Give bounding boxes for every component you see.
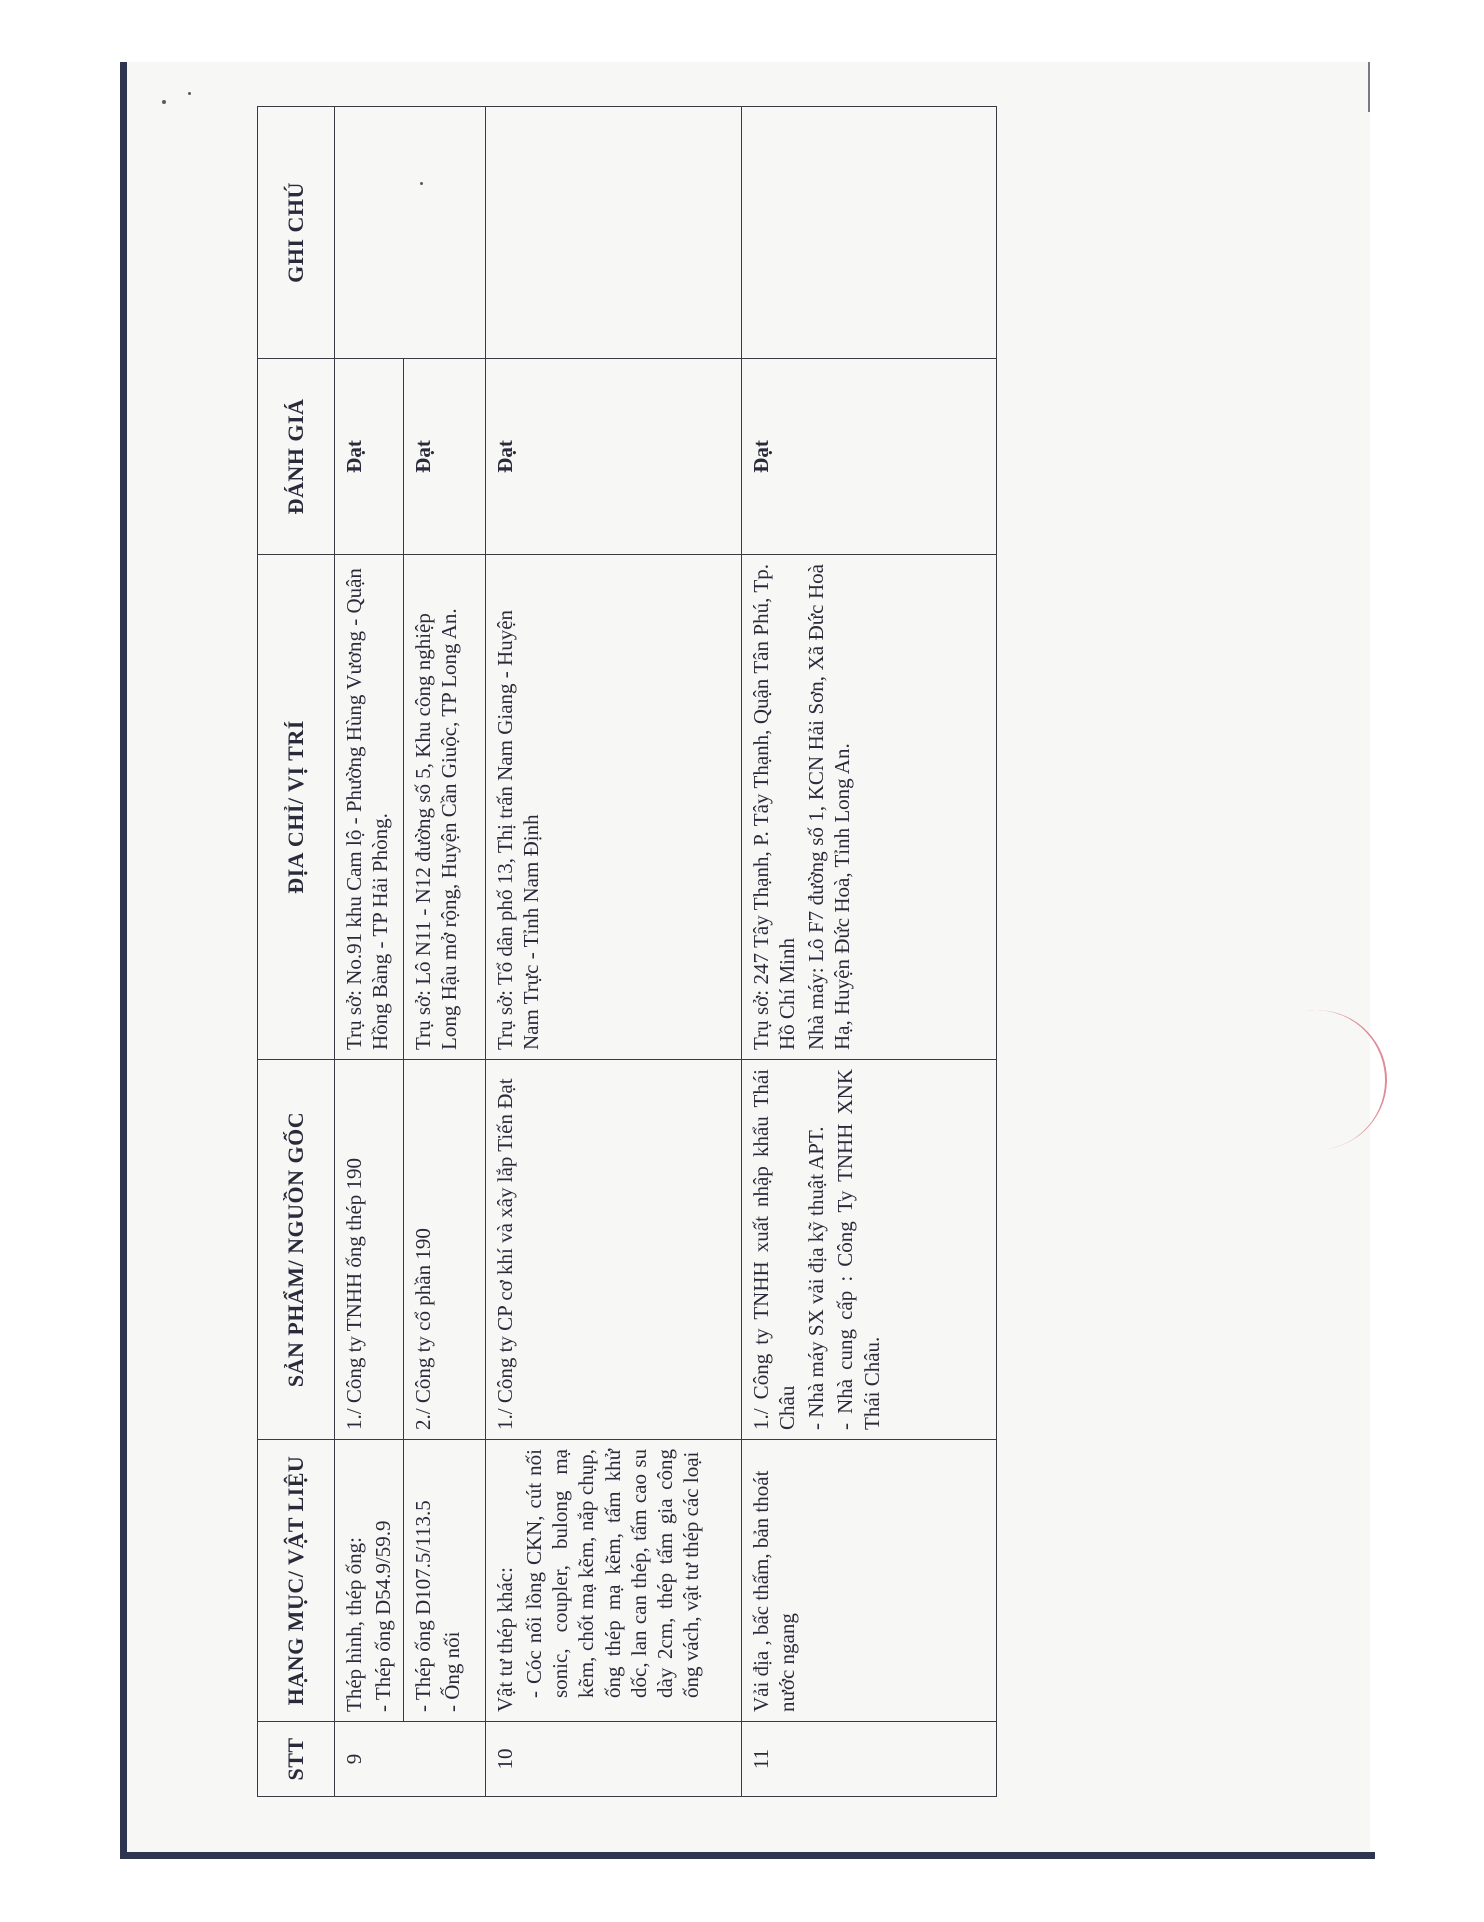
- address-line: Nhà máy: Lô F7 đường số 1, KCN Hải Sơn, Xã Đức Hoà Hạ, Huyện Đức Hoà, Tỉnh Long An.: [804, 564, 855, 1050]
- cell-evaluation: Đạt: [485, 359, 741, 555]
- cell-address: [741, 555, 997, 1060]
- header-item: HẠNG MỤC/ VẬT LIỆU: [258, 1440, 335, 1722]
- cell-evaluation: Đạt: [335, 359, 404, 555]
- item-line: - Cóc nối lồng CKN, cút nối sonic, coupler, bulong mạ kẽm, chốt mạ kẽm, nắp chụp, ống thép mạ kẽm, tấm khử dốc, lan can thép, tấm cao su dày 2cm, thép tấm gia công ống vách, vật tư thép các loại: [521, 1449, 704, 1698]
- header-stt: STT: [258, 1722, 335, 1797]
- item-line: Vật tư thép khác:: [492, 1567, 517, 1712]
- materials-table: [257, 106, 997, 1797]
- header-address: ĐỊA CHỈ/ VỊ TRÍ: [258, 555, 335, 1060]
- table-row: [403, 107, 485, 1797]
- cell-item: [403, 1440, 485, 1722]
- cell-stt: 10: [485, 1722, 741, 1797]
- item-line: - Ống nối: [439, 1631, 464, 1712]
- cell-product: 1./ Công ty TNHH ống thép 190: [335, 1060, 404, 1440]
- cell-address: Trụ sở: No.91 khu Cam lộ - Phường Hùng Vương - Quận Hồng Bàng - TP Hải Phòng.: [335, 555, 404, 1060]
- header-product: SẢN PHẨM/ NGUỒN GỐC: [258, 1060, 335, 1440]
- table-row: [741, 107, 997, 1797]
- item-line: - Thép ống D54.9/59.9: [371, 1520, 396, 1712]
- rotated-table-wrapper: [257, 107, 997, 1797]
- cell-item: [335, 1440, 404, 1722]
- product-line: 1./ Công ty TNHH xuất nhập khẩu Thái Châu: [748, 1069, 799, 1430]
- address-line: Trụ sở: 247 Tây Thạnh, P. Tây Thạnh, Quận Tân Phú, Tp. Hồ Chí Minh: [748, 564, 799, 1050]
- cell-item: Vải địa , bấc thấm, bản thoát nước ngang: [741, 1440, 997, 1722]
- header-note: GHI CHÚ: [258, 107, 335, 359]
- cell-address: Trụ sở: Tổ dân phố 13, Thị trấn Nam Giang - Huyện Nam Trực - Tỉnh Nam Định: [485, 555, 741, 1060]
- table-header-row: [258, 107, 335, 1797]
- cell-stt: 9: [335, 1722, 486, 1797]
- scan-border-left: [120, 62, 127, 1859]
- scan-border-bottom: [120, 1852, 1375, 1859]
- cell-product: [741, 1060, 997, 1440]
- cell-product: 1./ Công ty CP cơ khí và xây lắp Tiến Đạt: [485, 1060, 741, 1440]
- item-line: Thép hình, thép ống:: [342, 1537, 366, 1712]
- cell-evaluation: Đạt: [741, 359, 997, 555]
- item-line: - Thép ống D107.5/113.5: [410, 1500, 435, 1712]
- table-row: [335, 107, 404, 1797]
- product-line: - Nhà máy SX vải địa kỹ thuật APT.: [804, 1126, 828, 1430]
- cell-address: Trụ sở: Lô N11 - N12 đường số 5, Khu công nghiệp Long Hậu mở rộng, Huyện Cần Giuộc, TP Long An.: [403, 555, 485, 1060]
- cell-product: 2./ Công ty cổ phần 190: [403, 1060, 485, 1440]
- cell-stt: 11: [741, 1722, 997, 1797]
- cell-item: [485, 1440, 741, 1722]
- scan-border-right: [1368, 62, 1370, 112]
- cell-evaluation: Đạt: [403, 359, 485, 555]
- table-row: [485, 107, 741, 1797]
- scan-speck: [188, 92, 191, 95]
- header-evaluation: ĐÁNH GIÁ: [258, 359, 335, 555]
- cell-note: [335, 107, 486, 359]
- cell-note: [741, 107, 997, 359]
- cell-note: [485, 107, 741, 359]
- product-line: - Nhà cung cấp : Công Ty TNHH XNK Thái Châu.: [833, 1069, 884, 1430]
- scan-speck: [162, 100, 166, 104]
